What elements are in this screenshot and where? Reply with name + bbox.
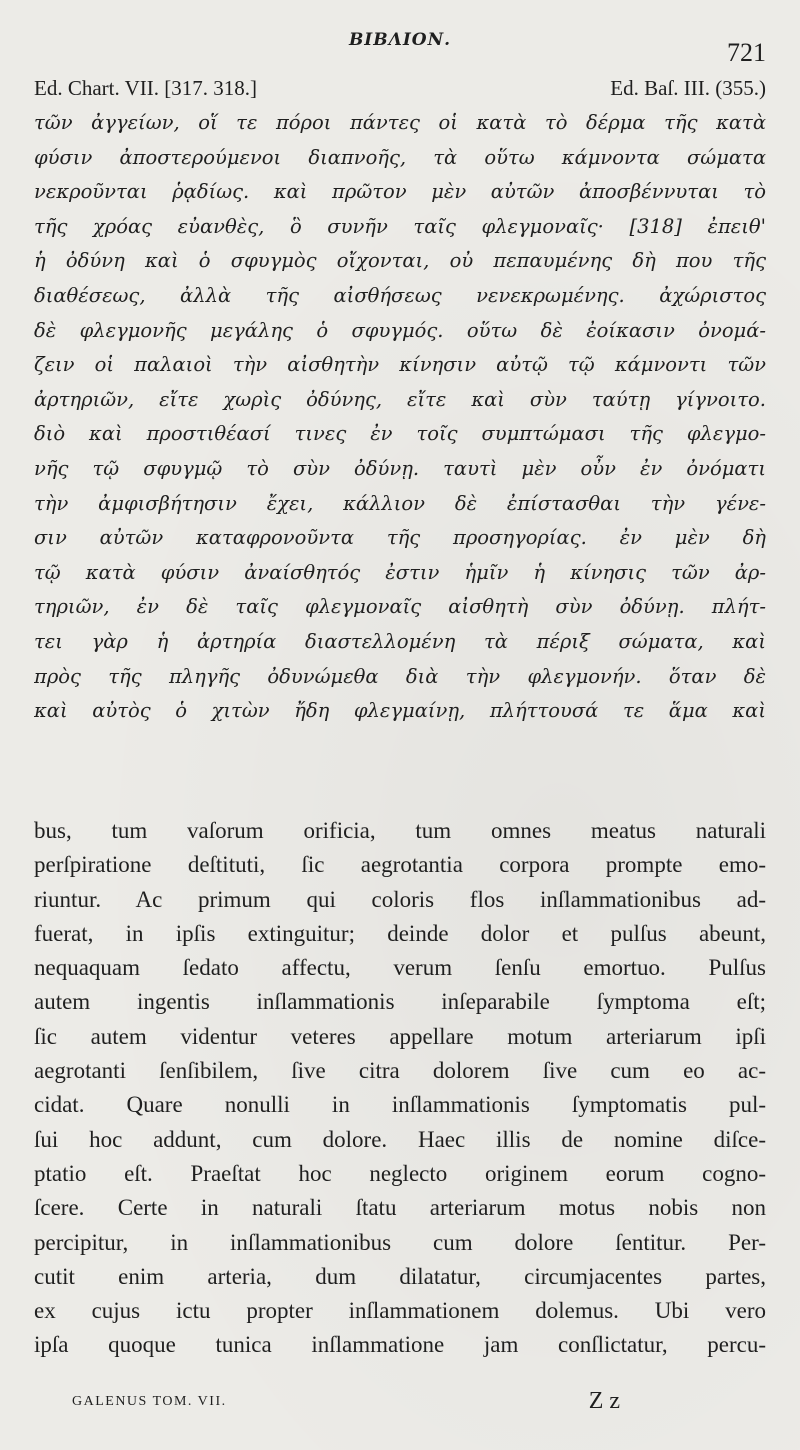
- greek-text-line: σιν αὐτῶν καταφρονοῦντα τῆς προσηγορίας. ἐν μὲν δὴ: [34, 526, 766, 550]
- printer-signature: GALENUS TOM. VII.: [72, 1394, 227, 1409]
- latin-text-line: ſic autem videntur veteres appellare motum arteriarum ipſi: [34, 1023, 766, 1049]
- edition-references: [34, 76, 766, 104]
- greek-text-line: φύσιν ἀποστερούμενοι διαπνοῆς, τὰ οὕτω κάμνοντα σώματα: [34, 145, 766, 169]
- greek-text-line: δὲ φλεγμονῆς μεγάλης ὁ σφυγμός. οὕτω δὲ ἐοίκασιν ὀνομά-: [34, 318, 766, 342]
- latin-text-line: ſcere. Certe in naturali ſtatu arteriarum motus nobis non: [34, 1195, 766, 1221]
- page-footer: [72, 1388, 620, 1422]
- latin-text-line: perſpiratione deſtituti, ſic aegrotantia corpora prompte emo-: [34, 852, 766, 878]
- greek-text-line: τηριῶν, ἐν δὲ ταῖς φλεγμοναῖς αἰσθητὴ σὺν ὀδύνῃ. πλήτ-: [34, 595, 766, 619]
- greek-text-line: ζειν οἱ παλαιοὶ τὴν αἰσθητὴν κίνησιν αὐτῷ τῷ κάμνοντι τῶν: [34, 353, 766, 377]
- greek-text-line: ἡ ὀδύνη καὶ ὁ σφυγμὸς οἴχονται, οὐ πεπαυμένης δὴ που τῆς: [34, 249, 766, 273]
- greek-text-line: διαθέσεως, ἀλλὰ τῆς αἰσθήσεως νενεκρωμένης. ἀχώριστος: [34, 283, 766, 307]
- latin-text-line: cidat. Quare nonulli in inſlammationis ſymptomatis pul-: [34, 1092, 766, 1118]
- page-number: 721: [727, 38, 766, 67]
- latin-text-line: riuntur. Ac primum qui coloris flos inſlammationibus ad-: [34, 886, 766, 912]
- greek-text-line: τῶν ἀγγείων, οἵ τε πόροι πάντες οἱ κατὰ τὸ δέρμα τῆς κατὰ: [34, 111, 766, 134]
- latin-text-line: ſui hoc addunt, cum dolore. Haec illis de nomine diſce-: [34, 1126, 766, 1152]
- greek-text-line: ἀρτηριῶν, εἴτε χωρὶς ὀδύνης, εἴτε καὶ σὺν ταύτῃ γίγνοιτο.: [34, 387, 766, 411]
- greek-text-line: τῷ κατὰ φύσιν ἀναίσθητός ἐστιν ἡμῖν ἡ κίνησις τῶν ἀρ-: [34, 560, 766, 584]
- gathering-mark: Z z: [588, 1388, 620, 1414]
- edition-reference-basel: Ed. Baſ. III. (355.): [610, 76, 766, 100]
- greek-text-line: νεκροῦνται ῥᾳδίως. καὶ πρῶτον μὲν αὐτῶν ἀποσβέννυται τὸ: [34, 180, 766, 204]
- latin-text-line: autem ingentis inſlammationis inſeparabile ſymptoma eſt;: [34, 989, 766, 1015]
- running-title: ΒΙΒΛΙΟΝ.: [348, 30, 452, 50]
- greek-text-line: διὸ καὶ προστιθέασί τινες ἐν τοῖς συμπτώμασι τῆς φλεγμο-: [34, 422, 766, 446]
- latin-text-line: ipſa quoque tunica inſlammatione jam conſlictatur, percu-: [34, 1332, 766, 1358]
- latin-text-line: nequaquam ſedato affectu, verum ſenſu emortuo. Pulſus: [34, 955, 766, 981]
- latin-text-line: bus, tum vaſorum orificia, tum omnes meatus naturali: [34, 818, 766, 843]
- latin-text-line: ptatio eſt. Praeſtat hoc neglecto originem eorum cogno-: [34, 1160, 766, 1186]
- greek-text-line: τῆς χρόας εὐανθὲς, ὃ συνῆν ταῖς φλεγμοναῖς· [318] ἐπειθ': [34, 214, 766, 238]
- latin-text-line: ex cujus ictu propter inſlammationem dolemus. Ubi vero: [34, 1298, 766, 1324]
- greek-text-line: τὴν ἀμφισβήτησιν ἔχει, κάλλιον δὲ ἐπίστασθαι τὴν γένε-: [34, 491, 766, 515]
- latin-text-line: percipitur, in inſlammationibus cum dolore ſentitur. Per-: [34, 1229, 766, 1255]
- greek-text-block: [34, 106, 766, 729]
- greek-text-line: καὶ αὐτὸς ὁ χιτὼν ἤδη φλεγμαίνῃ, πλήττουσά τε ἅμα καὶ: [34, 699, 766, 723]
- greek-text-line: τει γὰρ ἡ ἀρτηρία διαστελλομένη τὰ πέριξ σώματα, καὶ: [34, 629, 766, 653]
- greek-text-line: νῆς τῷ σφυγμῷ τὸ σὺν ὀδύνῃ. ταυτὶ μὲν οὖν ἐν ὀνόματι: [34, 456, 766, 480]
- latin-text-line: aegrotanti ſenſibilem, ſive citra dolorem ſive cum eo ac-: [34, 1058, 766, 1084]
- edition-reference-chartier: Ed. Chart. VII. [317. 318.]: [34, 76, 257, 100]
- latin-text-line: cutit enim arteria, dum dilatatur, circumjacentes partes,: [34, 1263, 766, 1289]
- latin-text-block: [34, 814, 766, 1363]
- greek-text-line: πρὸς τῆς πληγῆς ὀδυνώμεθα διὰ τὴν φλεγμονήν. ὅταν δὲ: [34, 664, 766, 688]
- latin-text-line: fuerat, in ipſis extinguitur; deinde dolor et pulſus abeunt,: [34, 920, 766, 946]
